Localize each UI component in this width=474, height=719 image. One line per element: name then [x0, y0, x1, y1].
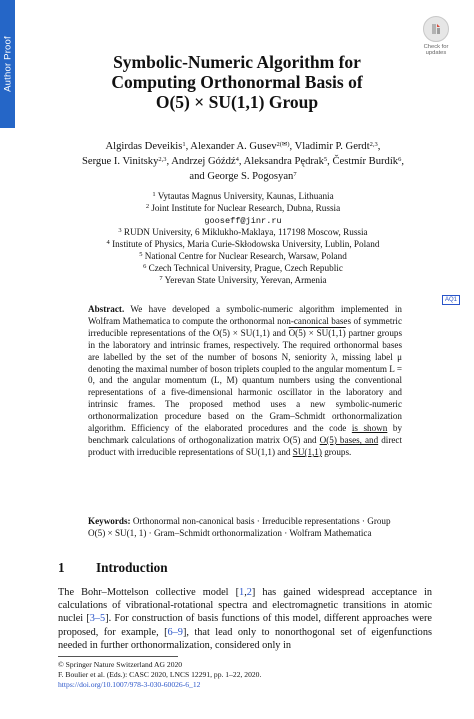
author-name: Alexander A. Gusev: [190, 141, 277, 152]
introduction-paragraph: The Bohr–Mottelson collective model [1,2] has gained widespread acceptance in calculations of vibrational-rotational spectra and electromagnetic transitions in atomic nuclei [3–5]. For construction of basis functions of this model, different approaches were proposed, for example, [6–9], that lead only to nonorthogonal set of eigenfunctions needed in further orthonormalization, considered only in: [58, 587, 432, 651]
citation-link[interactable]: 2: [246, 587, 252, 598]
citation-link[interactable]: 1: [239, 587, 245, 598]
affiliation-item: $^5$ National Centre for Nuclear Research, Warsaw, Poland: [139, 250, 347, 261]
citation-link[interactable]: 6–9: [167, 626, 183, 638]
title-line-3: O(5) × SU(1,1) Group: [155, 92, 319, 112]
sidebar-label: Author Proof: [2, 36, 13, 92]
author-name: Sergue I. Vinitsky: [82, 156, 159, 167]
author-name: Algirdas Deveikis: [105, 141, 183, 152]
author-affil-sup: 2,3: [158, 156, 167, 163]
author-name: Vladimir P. Gerdt: [294, 141, 370, 152]
author-affil-sup: 2,3: [369, 141, 378, 148]
affiliation-item: $^3$ RUDN University, 6 Miklukho-Maklaya, 117198 Moscow, Russia: [118, 227, 368, 238]
paper-title: [0, 52, 474, 112]
update-icon: [423, 16, 449, 42]
author-query-marker[interactable]: AQ1: [442, 295, 460, 305]
author-name: Aleksandra Pędrak: [243, 156, 324, 167]
affiliation-item: $^4$ Institute of Physics, Maria Curie-Skłodowska University, Lublin, Poland: [106, 239, 380, 250]
and-word: and: [189, 171, 205, 182]
footer: [58, 656, 432, 691]
affiliation-item: $^6$ Czech Technical University, Prague, Czech Republic: [143, 262, 343, 273]
title-line-2: Computing Orthonormal Basis of: [111, 72, 363, 92]
author-affil-sup: 7: [293, 171, 297, 178]
affiliation-item: $^7$ Yerevan State University, Yerevan, Armenia: [159, 274, 327, 285]
author-affil-sup: 6: [398, 156, 402, 163]
section-title: Introduction: [96, 560, 168, 575]
author-affil-sup: 2(✉): [276, 141, 290, 148]
section-number: 1: [58, 560, 65, 575]
citation-line: F. Boulier et al. (Eds.): CASC 2020, LNCS 12291, pp. 1–22, 2020.: [58, 670, 262, 680]
abstract-label: Abstract.: [88, 304, 125, 314]
author-affil-sup: 5: [323, 156, 328, 163]
citation-link[interactable]: 3–5: [89, 613, 106, 625]
updates-label: updates: [425, 50, 447, 57]
author-name: George S. Pogosyan: [207, 171, 294, 182]
affiliation-email[interactable]: gooseff@jinr.ru: [204, 215, 282, 226]
section-heading: [58, 560, 168, 576]
author-list: Algirdas Deveikis$^1$, Alexander A. Gusev$^{2(✉)}$, Vladimir P. Gerdt$^{2,3}$, Sergue I. Vinitsky$^{2,3}$, Andrzej Góźdź$^4$, Aleksandra Pędrak$^5$, Čestmír Burdík$^6$, and George S. Pogosyan$^7$: [82, 141, 404, 182]
keywords-label: Keywords:: [88, 516, 131, 526]
copyright-line: © Springer Nature Switzerland AG 2020: [58, 660, 183, 669]
affiliation-item: $^1$ Vytautas Magnus University, Kaunas, Lithuania: [152, 191, 334, 201]
author-affil-sup: 1: [182, 141, 186, 148]
keywords: [88, 516, 402, 540]
author-affil-sup: 4: [235, 156, 239, 163]
title-line-1: Symbolic-Numeric Algorithm for: [113, 52, 361, 72]
abstract: Abstract. We have developed a symbolic-numeric algorithm implemented in Wolfram Mathematica to compute the orthonormal non-canonical bases of symmetric irreducible representations of the O(5) × SU(1,1) and O(5) × SU(1,1) partner groups in the laboratory and intrinsic frames, respectively. The required orthonormal bases are labelled by the set of the number of bosons N, seniority λ, missing label μ denoting the maximal number of boson triplets coupled to the angular momentum L = 0, and the angular momentum (L, M) quantum numbers using the conventional representations of a five-dimensional harmonic oscillator in the laboratory and intrinsic frames. The proposed method uses a new symbolic-numeric orthonormalization procedure based on the Gram–Schmidt orthonormalization algorithm. Efficiency of the elaborated procedures and the code is shown by benchmark calculations of orthogonalization matrix O(5) and O(5) bases, and direct product with irreducible representations of SU(1,1) and SU(1,1) groups.: [88, 304, 403, 457]
check-for-updates-badge[interactable]: [420, 16, 452, 57]
author-name: Čestmír Burdík: [332, 156, 399, 167]
author-name: Andrzej Góźdź: [171, 156, 236, 167]
check-for-label: Check for: [423, 44, 449, 50]
keywords-text: Orthonormal non-canonical basis · Irreducible representations · Group O(5) × SU(1, 1) · Gram–Schmidt orthonormalization · Wolfram Mathematica: [88, 516, 391, 538]
affiliation-item: $^2$ Joint Institute for Nuclear Research, Dubna, Russia: [145, 202, 341, 213]
doi-link[interactable]: https://doi.org/10.1007/978-3-030-60026-6_12: [58, 680, 201, 690]
affiliations: [48, 191, 438, 286]
